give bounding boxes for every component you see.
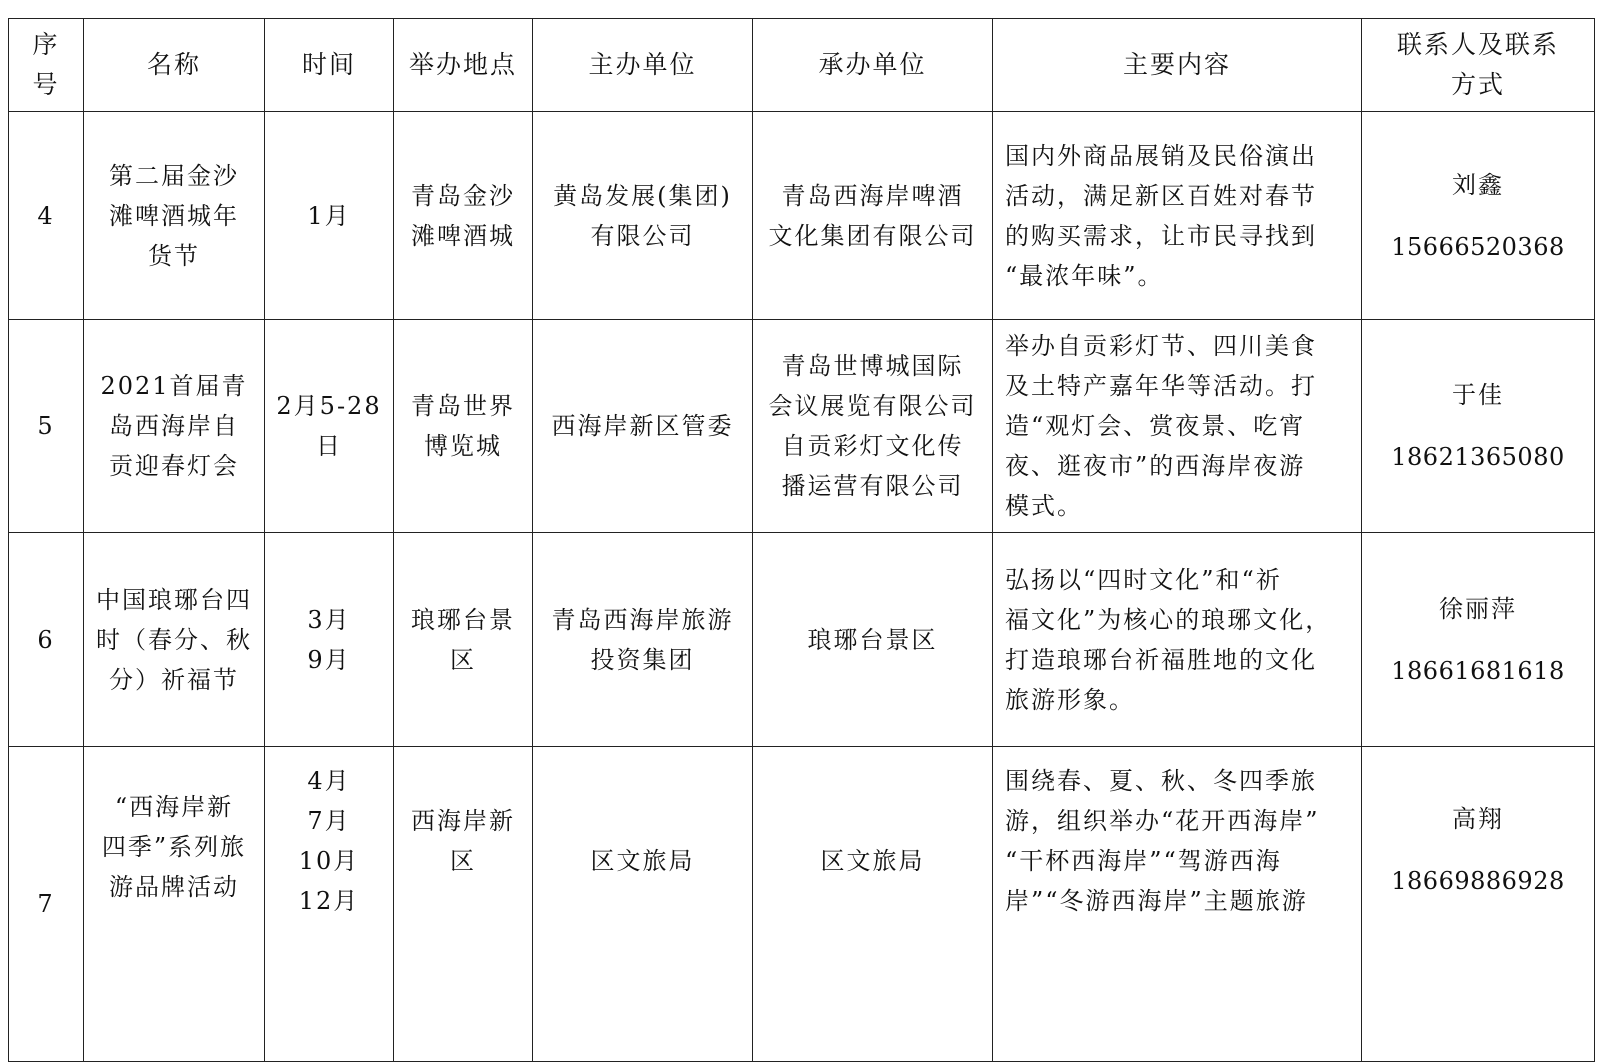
cell-time: 4月 7月 10月 12月 bbox=[265, 747, 394, 1062]
cell-venue: 青岛世界 博览城 bbox=[394, 320, 533, 533]
contact-name: 于佳 bbox=[1452, 381, 1504, 409]
cell-content: 国内外商品展销及民俗演出 活动，满足新区百姓对春节 的购买需求，让市民寻找到 “最浓年味”。 bbox=[993, 112, 1362, 320]
table-row bbox=[9, 533, 1595, 747]
table-row bbox=[9, 747, 1595, 1062]
event-table bbox=[8, 18, 1595, 1062]
cell-name: 2021首届青 岛西海岸自 贡迎春灯会 bbox=[84, 320, 265, 533]
cell-venue: 青岛金沙 滩啤酒城 bbox=[394, 112, 533, 320]
header-name: 名称 bbox=[84, 19, 265, 112]
header-contact: 联系人及联系 方式 bbox=[1362, 19, 1595, 112]
header-organizer: 承办单位 bbox=[753, 19, 993, 112]
cell-content: 举办自贡彩灯节、四川美食 及土特产嘉年华等活动。打 造“观灯会、赏夜景、吃宵 夜、逛夜市”的西海岸夜游 模式。 bbox=[993, 320, 1362, 533]
cell-organizer: 区文旅局 bbox=[753, 747, 993, 1062]
cell-host: 区文旅局 bbox=[533, 747, 753, 1062]
header-content: 主要内容 bbox=[993, 19, 1362, 112]
cell-venue: 琅琊台景 区 bbox=[394, 533, 533, 747]
cell-contact bbox=[1362, 320, 1595, 533]
cell-time: 3月 9月 bbox=[265, 533, 394, 747]
cell-name: 第二届金沙 滩啤酒城年 货节 bbox=[84, 112, 265, 320]
cell-host: 黄岛发展(集团) 有限公司 bbox=[533, 112, 753, 320]
table-row bbox=[9, 112, 1595, 320]
cell-seq: 7 bbox=[9, 747, 84, 1062]
cell-time: 2月5-28 日 bbox=[265, 320, 394, 533]
contact-name: 刘鑫 bbox=[1452, 170, 1504, 199]
cell-content: 围绕春、夏、秋、冬四季旅 游，组织举办“花开西海岸” “干杯西海岸”“驾游西海 岸”“冬游西海岸”主题旅游 bbox=[993, 747, 1362, 1062]
table-header-row bbox=[9, 19, 1595, 112]
cell-venue: 西海岸新 区 bbox=[394, 747, 533, 1062]
cell-name: “西海岸新 四季”系列旅 游品牌活动 bbox=[84, 747, 265, 1062]
cell-contact bbox=[1362, 747, 1595, 1062]
cell-seq: 5 bbox=[9, 320, 84, 533]
cell-contact bbox=[1362, 112, 1595, 320]
contact-phone: 18669886928 bbox=[1391, 867, 1565, 895]
header-venue: 举办地点 bbox=[394, 19, 533, 112]
cell-time: 1月 bbox=[265, 112, 394, 320]
header-host: 主办单位 bbox=[533, 19, 753, 112]
contact-name: 高翔 bbox=[1452, 805, 1504, 833]
cell-organizer: 青岛世博城国际 会议展览有限公司 自贡彩灯文化传 播运营有限公司 bbox=[753, 320, 993, 533]
cell-host: 青岛西海岸旅游 投资集团 bbox=[533, 533, 753, 747]
cell-name: 中国琅琊台四 时（春分、秋 分）祈福节 bbox=[84, 533, 265, 747]
cell-seq: 4 bbox=[9, 112, 84, 320]
contact-phone: 15666520368 bbox=[1391, 232, 1565, 261]
cell-organizer: 琅琊台景区 bbox=[753, 533, 993, 747]
cell-seq: 6 bbox=[9, 533, 84, 747]
header-seq: 序 号 bbox=[9, 19, 84, 112]
table-row bbox=[9, 320, 1595, 533]
event-table-container bbox=[8, 18, 1594, 1062]
contact-phone: 18621365080 bbox=[1391, 443, 1565, 471]
cell-content: 弘扬以“四时文化”和“祈 福文化”为核心的琅琊文化， 打造琅琊台祈福胜地的文化 旅游形象。 bbox=[993, 533, 1362, 747]
header-time: 时间 bbox=[265, 19, 394, 112]
contact-phone: 18661681618 bbox=[1391, 656, 1565, 685]
cell-organizer: 青岛西海岸啤酒 文化集团有限公司 bbox=[753, 112, 993, 320]
cell-host: 西海岸新区管委 bbox=[533, 320, 753, 533]
contact-name: 徐丽萍 bbox=[1439, 594, 1517, 623]
cell-contact bbox=[1362, 533, 1595, 747]
